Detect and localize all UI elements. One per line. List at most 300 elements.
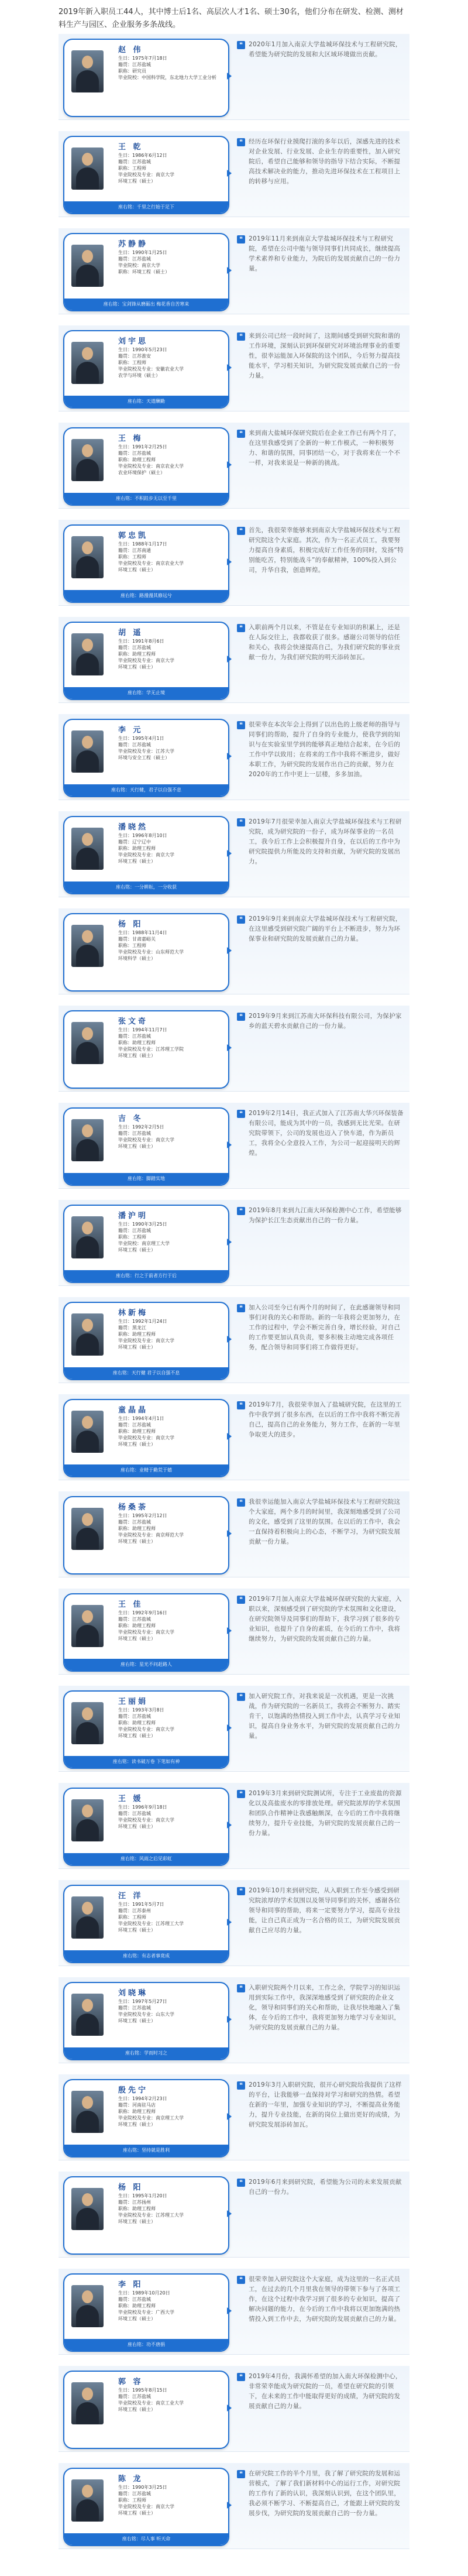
profile-info-line: 环境工程（硕士） xyxy=(118,1247,156,1253)
profile-info-line: 环境工程（硕士） xyxy=(118,2407,156,2412)
employee-name: 李 元 xyxy=(118,726,143,735)
statement-box xyxy=(237,2469,404,2543)
profile-info-line: 毕业院校及专业：广西大学 xyxy=(118,2310,174,2315)
profile-card xyxy=(63,2371,229,2449)
profile-card xyxy=(63,622,229,700)
motto-banner: 座右铭：一分耕耘，一分收获 xyxy=(64,881,228,893)
quote-icon: ❝ xyxy=(237,235,245,243)
profile-info xyxy=(118,1610,223,1642)
photo-head xyxy=(82,930,93,943)
motto-banner: 座右铭：不积跬步无以至千里 xyxy=(64,493,228,505)
profile-info-line: 籍贯：江苏盐城 xyxy=(118,2394,151,2399)
photo-head xyxy=(82,2388,93,2400)
card-pointer xyxy=(227,461,232,468)
profile-info-line: 毕业院校及专业：南京工业大学 xyxy=(118,2400,184,2406)
statement-box xyxy=(237,1983,404,2057)
entry-divider xyxy=(58,2451,410,2452)
profile-info-line: 生日：1975年7月18日 xyxy=(118,56,167,61)
profile-info-line: 农业环境保护（硕士） xyxy=(118,470,165,475)
quote-icon: ❝ xyxy=(237,1401,245,1409)
entry-divider xyxy=(58,605,410,606)
employee-name: 郭 容 xyxy=(118,2378,143,2386)
profile-info-line: 毕业院校及专业：山东大学 xyxy=(118,2012,174,2017)
employee-statement: 2019年9月来到江苏南大环保科技有限公司，为保护家乡的蓝天碧水贡献自己的一份力量。 xyxy=(249,1013,402,1030)
employee-photo xyxy=(71,2285,104,2327)
statement-box xyxy=(237,914,404,988)
profile-info-line: 籍贯：江苏盐城 xyxy=(118,1422,151,1428)
entry-divider xyxy=(58,2354,410,2355)
photo-head xyxy=(82,1707,93,1720)
profile-info-line: 职称：研究员 xyxy=(118,68,146,74)
motto-banner: 座右铭：尽人事 听天命 xyxy=(64,2533,228,2545)
photo-head xyxy=(82,2193,93,2206)
profile-info-line: 毕业院校及专业：南京师范大学 xyxy=(118,1532,184,1538)
profile-info-line: 环境工程（硕士） xyxy=(118,1144,156,1149)
photo-body xyxy=(76,1528,99,1550)
profile-info-line: 籍贯：江苏盐城 xyxy=(118,2297,151,2302)
quote-icon: ❝ xyxy=(237,138,245,146)
profile-info-line: 籍贯：河南驻马店 xyxy=(118,2102,156,2108)
card-pointer xyxy=(227,2405,232,2412)
profile-info-line: 籍贯：江苏盐城 xyxy=(118,1131,151,1136)
card-pointer xyxy=(227,267,232,274)
card-pointer xyxy=(227,170,232,177)
quote-icon: ❝ xyxy=(237,1790,245,1798)
entry-divider xyxy=(58,1868,410,1869)
profile-info xyxy=(118,1027,223,1059)
photo-head xyxy=(82,1027,93,1040)
profile-info-line: 职称：助理工程师 xyxy=(118,846,156,851)
profile-info-line: 职称：工程师 xyxy=(118,943,146,948)
quote-icon: ❝ xyxy=(237,1304,245,1312)
profile-card xyxy=(63,1205,229,1283)
profile-info-line: 环境工程（硕士） xyxy=(118,2510,156,2516)
quote-icon: ❝ xyxy=(237,430,245,438)
profile-info-line: 环境工程（硕士） xyxy=(118,1733,156,1738)
statement-box xyxy=(237,2275,404,2348)
employee-statement: 2019年9月来到南京大学盐城环保技术与工程研究院，在这里感受到研究院广阔的平台上不断进步，努力为环保事业和研究院的发展贡献自己的力量。 xyxy=(249,915,402,942)
motto-banner: 座右铭：脚踏实地 xyxy=(64,1173,228,1185)
profile-card xyxy=(63,2273,229,2352)
profile-info-line: 生日：1990年3月25日 xyxy=(118,1222,167,1227)
profile-info-line: 生日：1992年1月24日 xyxy=(118,1319,167,1324)
photo-body xyxy=(76,2305,99,2327)
motto-banner: 座右铭：坚持就是胜利 xyxy=(64,2145,228,2156)
profile-info-line: 籍贯：江苏盐城 xyxy=(118,62,151,67)
statement-box xyxy=(237,1594,404,1668)
employee-photo xyxy=(71,2479,104,2522)
entry-divider xyxy=(58,2257,410,2258)
employee-statement: 我很幸运能加入南京大学盐城环保技术与工程研究院这个大家庭，两个多月的时间里，我深刻地感受到了公司的文化，感受到了这里的氛围。在以后的工作中，我会一直保持着积极向上的心态，不断学习，为研究院发展贡献一份力量。 xyxy=(249,1498,401,1545)
statement-box xyxy=(237,1692,404,1765)
quote-icon: ❝ xyxy=(237,41,245,49)
photo-head xyxy=(82,1222,93,1234)
photo-head xyxy=(82,639,93,651)
card-pointer xyxy=(227,1044,232,1051)
photo-head xyxy=(82,833,93,846)
employee-name: 林新梅 xyxy=(118,1309,149,1318)
motto-banner: 座右铭：风雨之后见彩虹 xyxy=(64,1853,228,1865)
profile-info-line: 职称：助理工程师 xyxy=(118,1332,156,1337)
profile-info-line: 职称：工程师 xyxy=(118,360,146,365)
profile-info-line: 职称：助理工程师 xyxy=(118,1623,156,1628)
quote-icon: ❝ xyxy=(237,1887,245,1895)
profile-info-line: 生日：1991年5月7日 xyxy=(118,1902,164,1907)
profile-info-line: 环境工程（硕士） xyxy=(118,1344,156,1350)
motto-banner: 座右铭：行之于前者方行于后 xyxy=(64,1270,228,1282)
profile-info-line: 环境工程（硕士） xyxy=(118,567,156,572)
card-pointer xyxy=(227,2113,232,2120)
quote-icon: ❝ xyxy=(237,2276,245,2284)
profile-info-line: 职称：工程师 xyxy=(118,1915,146,1920)
quote-icon: ❝ xyxy=(237,1110,245,1118)
profile-info-line: 环境工程（硕士） xyxy=(118,1053,156,1058)
employee-statement: 很荣幸在本次年会上得到了以出色的上级老师的指导与同事们的帮助，提升了自身的专业能力，使我学到的知识与在实验室里学到的能够真正地结合起来，在今后的工作中学以致用；在将来的工作中我将不断进步，做好本职工作，为研究院的发展作出自己的贡献，努力在2020年的工作中更上一层楼，多多加油。 xyxy=(249,721,401,778)
quote-icon: ❝ xyxy=(237,1596,245,1604)
employee-entry xyxy=(58,1491,410,1577)
profile-info xyxy=(118,1318,223,1350)
profile-info-line: 生日：1993年3月8日 xyxy=(118,1707,164,1713)
profile-info-line: 农学与环境（硕士） xyxy=(118,373,160,378)
profile-card xyxy=(63,330,229,409)
profile-info-line: 职称：助理工程师 xyxy=(118,2303,156,2309)
card-pointer xyxy=(227,2307,232,2314)
profile-info-line: 职称：助理工程师 xyxy=(118,2109,156,2114)
profile-info xyxy=(118,347,223,379)
card-pointer xyxy=(227,2016,232,2023)
profile-card xyxy=(63,1302,229,1380)
profile-info xyxy=(118,2387,223,2413)
employee-photo xyxy=(71,2188,104,2230)
statement-box xyxy=(237,234,404,308)
profile-info-line: 籍贯：江苏盐城 xyxy=(118,1714,151,1719)
card-pointer xyxy=(227,656,232,663)
statement-box xyxy=(237,1109,404,1182)
quote-icon: ❝ xyxy=(237,915,245,924)
profile-info xyxy=(118,1901,223,1933)
employee-entry xyxy=(58,1200,410,1285)
profile-info-line: 籍贯：黑龙江 xyxy=(118,1325,146,1330)
profile-info-line: 生日：1988年11月4日 xyxy=(118,930,167,935)
motto-banner: 座右铭：天道酬勤 xyxy=(64,396,228,407)
entry-divider xyxy=(58,119,410,120)
photo-head xyxy=(82,1124,93,1137)
employee-name: 王 媛 xyxy=(118,1795,143,1803)
employee-entry xyxy=(58,908,410,994)
profile-card xyxy=(63,1690,229,1769)
employee-name: 吉 冬 xyxy=(118,1114,143,1123)
statement-box xyxy=(237,526,404,599)
employee-entry xyxy=(58,1880,410,1966)
profile-card xyxy=(63,2079,229,2157)
profile-info-line: 环境科学（硕士） xyxy=(118,956,156,961)
profile-info-line: 生日：1990年3月25日 xyxy=(118,2485,167,2490)
card-pointer xyxy=(227,73,232,80)
statement-box xyxy=(237,137,404,211)
quote-icon: ❝ xyxy=(237,1693,245,1701)
quote-icon: ❝ xyxy=(237,2179,245,2187)
profile-info-line: 职称：环境工程（硕士） xyxy=(118,269,170,275)
profile-card xyxy=(63,233,229,311)
statement-box xyxy=(237,1497,404,1571)
profile-info-line: 生日：1990年1月25日 xyxy=(118,250,167,255)
card-pointer xyxy=(227,1627,232,1634)
employee-name: 刘晓琳 xyxy=(118,1989,149,1998)
employee-photo xyxy=(71,50,104,92)
profile-info-line: 毕业院校：南京理工大学 xyxy=(118,1241,170,1246)
profile-info-line: 籍贯：江苏盐城 xyxy=(118,2491,151,2496)
profile-info-line: 职称：工程师 xyxy=(118,554,146,560)
profile-info-line: 生日：1992年2月5日 xyxy=(118,1124,164,1130)
employee-statement: 经历在环保行业摸爬打滚的多年以后，深感先进的技术对企业发展、行业发展、企业生存的重要性，加入研究院后，希望自己能够和领导的指导下结合实际，不断提高技术解决业的能力，推动先进环保技术在工程项目上的转移与应用。 xyxy=(249,138,401,185)
profile-card xyxy=(63,2176,229,2255)
profile-info-line: 毕业院校及专业：江苏理工学院 xyxy=(118,1047,184,1052)
profile-info-line: 职称：助理工程师 xyxy=(118,651,156,657)
photo-head xyxy=(82,56,93,68)
motto-banner: 座右铭：学无止境 xyxy=(64,687,228,699)
photo-body xyxy=(76,1625,99,1647)
profile-info-line: 毕业院校：南京大学 xyxy=(118,263,160,268)
employee-entry xyxy=(58,2074,410,2160)
profile-info-line: 籍贯：江苏盐城 xyxy=(118,645,151,650)
profile-info-line: 毕业院校及专业：南京大学 xyxy=(118,658,174,663)
photo-head xyxy=(82,1610,93,1623)
employee-name: 王 乾 xyxy=(118,143,143,152)
profile-info-line: 生日：1995年8月15日 xyxy=(118,2388,167,2393)
profile-info-line: 毕业院校及专业：山东师范大学 xyxy=(118,949,184,955)
employee-photo xyxy=(71,1119,104,1161)
photo-body xyxy=(76,70,99,92)
photo-head xyxy=(82,153,93,166)
employee-name: 张文奇 xyxy=(118,1017,149,1026)
quote-icon: ❝ xyxy=(237,1207,245,1215)
profile-info-line: 生日：1994年2月23日 xyxy=(118,2096,167,2101)
profile-card xyxy=(63,1399,229,1477)
employee-photo xyxy=(71,342,104,384)
motto-banner: 座右铭：天行健，君子以自强不息 xyxy=(64,784,228,796)
profile-info-line: 籍贯：江苏盐城 xyxy=(118,2005,151,2011)
profile-info-line: 籍贯：江苏盐城 xyxy=(118,1228,151,1233)
employee-statement: 2020年1月加入南京大学盐城环保技术与工程研究院，希望能为研究院的发展和大区域环境做出贡献。 xyxy=(249,41,402,58)
quote-icon: ❝ xyxy=(237,818,245,826)
photo-head xyxy=(82,2096,93,2109)
employee-photo xyxy=(71,1411,104,1453)
profile-info-line: 生日：1996年9月18日 xyxy=(118,1805,167,1810)
employee-name: 苏静静 xyxy=(118,240,149,249)
profile-info-line: 毕业院校及专业：南京大学 xyxy=(118,1727,174,1732)
profile-info-line: 籍贯：江苏盐城 xyxy=(118,1617,151,1622)
employee-photo xyxy=(71,828,104,870)
profile-info-line: 职称：助理工程师 xyxy=(118,1526,156,1531)
quote-icon: ❝ xyxy=(237,624,245,632)
employee-entry xyxy=(58,1103,410,1188)
card-pointer xyxy=(227,1919,232,1926)
profile-info-line: 籍贯：江苏盐城 xyxy=(118,1034,151,1039)
profile-info-line: 职称：助理工程师 xyxy=(118,457,156,462)
employee-statement: 在研究院工作的半个月里，我了解了研究院的发展和运营模式，了解了我们新材料中心的运行工作，对研究院的工作有了新的认识，我深刻认识到，在这个团队里，我必须不断学习、不断提高自己，才能跟上研究院的发展步伐，为研究院的发展贡献自己的一份力量。 xyxy=(249,2470,401,2517)
photo-head xyxy=(82,1902,93,1915)
profile-info-line: 职称：助理工程师 xyxy=(118,2206,156,2211)
photo-body xyxy=(76,2402,99,2424)
employee-name: 刘宇思 xyxy=(118,337,149,346)
card-pointer xyxy=(227,364,232,371)
profile-card xyxy=(63,136,229,214)
profile-info-line: 籍贯：江苏泰州 xyxy=(118,1908,151,1913)
profile-info-line: 环境工程（硕士） xyxy=(118,2018,156,2023)
quote-icon: ❝ xyxy=(237,1013,245,1021)
photo-head xyxy=(82,1513,93,1526)
profile-card xyxy=(63,816,229,894)
profile-info xyxy=(118,444,223,476)
statement-box xyxy=(237,720,404,794)
photo-head xyxy=(82,1999,93,2012)
profile-info-line: 籍贯：甘肃嘉峪关 xyxy=(118,937,156,942)
profile-info-line: 毕业院校及专业：江苏理工大学 xyxy=(118,2213,184,2218)
photo-body xyxy=(76,653,99,675)
profile-info-line: 毕业院校及专业：南京大学 xyxy=(118,1137,174,1143)
employee-statement: 2019年3月来到研究院测试所，专注于工业废盐的资源化以及高盐废水的零排放处理。研究院浓厚的学术氛围和团队合作精神让我感触颇深，在今后的工作中我将继续努力，提升专业技能，为研究院的发展贡献自己的一份力量。 xyxy=(249,1790,402,1837)
profile-info-line: 环境工程（硕士） xyxy=(118,1824,156,1829)
employee-entry xyxy=(58,2269,410,2354)
employee-name: 殷先宁 xyxy=(118,2086,149,2095)
profile-info xyxy=(118,55,223,81)
photo-body xyxy=(76,848,99,870)
photo-head xyxy=(82,347,93,360)
employee-photo xyxy=(71,1313,104,1356)
motto-banner: 座右铭：功不唐捐 xyxy=(64,2339,228,2351)
profile-info xyxy=(118,1804,223,1830)
employee-statement: 2019年10月来到研究院，从入职到工作至今感受到研究院浓厚的学术氛围以及领导同事们的关怀，感谢各位领导和同事的帮助，将来一定要努力学习，提高专业技能，让自己真正成为一名合格的员工，为研究院发展贡献自己应尽的力量。 xyxy=(249,1887,401,1934)
photo-body xyxy=(76,556,99,578)
employee-entry xyxy=(58,423,410,508)
motto-banner: 座右铭：路漫漫其修远兮 xyxy=(64,590,228,602)
employee-statement: 来到公司已经一段时间了，这期间感受到研究院和谐的工作环境，深刻认识到环保研究对环境治理事业的重要性，很幸运能加入环保院的这个团队，今后努力提高技能水平，学习相关知识，为研究院发展贡献自己的一份力量。 xyxy=(249,332,401,379)
photo-body xyxy=(76,362,99,384)
profile-info xyxy=(118,1512,223,1545)
employee-photo xyxy=(71,1508,104,1550)
profile-info-line: 职称：助理工程师 xyxy=(118,1720,156,1726)
employee-name: 王丽娟 xyxy=(118,1697,149,1706)
employee-statement: 2019年7月，我很荣幸加入了盐城研究院，在这里的工作中我学到了很多东西，在以后的工作中我将不断完善自己，提高自己的业务能力，努力工作，在新的一年里争取更大的进步。 xyxy=(249,1401,402,1438)
card-pointer xyxy=(227,1433,232,1440)
entry-divider xyxy=(58,2548,410,2549)
profile-info xyxy=(118,2290,223,2322)
photo-body xyxy=(76,1042,99,1064)
profile-info-line: 生日：1995年1月20日 xyxy=(118,2193,167,2198)
employee-statement: 来到南大盐城环保研究院后在企业工作已有两个月了，在这里我感受到了全新的一种工作模式，一种积极努力、和谐的氛围，同事团结一心，对于我将来在一个不一样，对我来说是一种新的挑战。 xyxy=(249,430,401,467)
photo-body xyxy=(76,1431,99,1453)
employee-entry xyxy=(58,1589,410,1674)
statement-box xyxy=(237,1789,404,1862)
statement-box xyxy=(237,1303,404,1377)
profile-info-line: 环境工程（硕士） xyxy=(118,2219,156,2224)
employee-entry xyxy=(58,131,410,217)
profile-info-line: 环境工程（硕士） xyxy=(118,1927,156,1933)
employee-entry xyxy=(58,1394,410,1480)
statement-box xyxy=(237,2080,404,2154)
quote-icon: ❝ xyxy=(237,2470,245,2478)
photo-body xyxy=(76,1333,99,1356)
employee-entry xyxy=(58,1977,410,2063)
employee-entry xyxy=(58,714,410,800)
profile-card xyxy=(63,719,229,797)
profile-info-line: 职称：工程师 xyxy=(118,2498,146,2503)
quote-icon: ❝ xyxy=(237,721,245,729)
photo-head xyxy=(82,1805,93,1817)
profile-info-line: 环境工程（硕士） xyxy=(118,1636,156,1641)
motto-banner: 座右铭：天行健 君子以自强不息 xyxy=(64,1367,228,1379)
employee-name: 陈 龙 xyxy=(118,2475,143,2484)
employee-name: 杨桑荼 xyxy=(118,1503,149,1512)
profile-card xyxy=(63,1496,229,1575)
employee-photo xyxy=(71,1896,104,1939)
motto-banner: 座右铭：千里之行始于足下 xyxy=(64,201,228,213)
profile-info-line: 生日：1995年2月12日 xyxy=(118,1513,167,1518)
employee-name: 郭忠凯 xyxy=(118,531,149,540)
profile-info-line: 籍贯：江苏盐城 xyxy=(118,256,151,262)
entry-divider xyxy=(58,1188,410,1189)
photo-body xyxy=(76,265,99,287)
motto-banner: 座右铭：有志者事竟成 xyxy=(64,1950,228,1962)
employee-statement: 2019年4月份，我满怀希望的加入南大环保检测中心，非常荣幸能成为研究院的一员，希望在研究院的引领下，在未来的工作中能取得更好的成绩，为研究院的发展贡献自己的力量。 xyxy=(249,2373,402,2410)
statement-box xyxy=(237,2177,404,2251)
card-pointer xyxy=(227,1141,232,1148)
photo-body xyxy=(76,1722,99,1744)
profile-info-line: 籍贯：江苏盐城 xyxy=(118,1811,151,1816)
profile-info-line: 籍贯：辽宁辽中 xyxy=(118,839,151,845)
employee-photo xyxy=(71,148,104,190)
profile-info xyxy=(118,2095,223,2128)
profile-info-line: 毕业院校及专业：南京大学 xyxy=(118,172,174,177)
motto-banner: 座右铭：学而时习之 xyxy=(64,2047,228,2059)
statement-box xyxy=(237,623,404,697)
profile-info-line: 生日：1986年6月12日 xyxy=(118,153,167,158)
card-pointer xyxy=(227,1822,232,1829)
profile-info xyxy=(118,249,223,275)
profile-info-line: 毕业院校及专业：南京大学 xyxy=(118,1338,174,1343)
employee-photo xyxy=(71,439,104,481)
statement-box xyxy=(237,1886,404,1960)
profile-info-line: 毕业院校及专业：南京理工大学 xyxy=(118,2115,184,2121)
profile-info xyxy=(118,1124,223,1150)
profile-info-line: 生日：1991年8月6日 xyxy=(118,639,164,644)
employee-entry xyxy=(58,1006,410,1091)
card-pointer xyxy=(227,2210,232,2217)
statement-box xyxy=(237,428,404,502)
motto-banner: 座右铭：业精于勤荒于嬉 xyxy=(64,1464,228,1476)
profile-info-line: 环境工程（硕士） xyxy=(118,179,156,184)
employee-entry xyxy=(58,2172,410,2257)
profile-card xyxy=(63,913,229,992)
photo-body xyxy=(76,1916,99,1939)
profile-info xyxy=(118,1998,223,2024)
profile-card xyxy=(63,39,229,117)
photo-head xyxy=(82,2290,93,2303)
employee-photo xyxy=(71,1022,104,1064)
employee-statement: 2019年7月加入南京大学盐城环保研究院的大家庭，入职以来，深刻感受到了研究院的学术氛围和文化建设，在研究院领导及同事们的帮助下，我学习到了很多的专业知识，也提升了自身的素质，在今后的工作中，我将继续努力，为研究院的发展贡献自己的力量。 xyxy=(249,1596,402,1642)
quote-icon: ❝ xyxy=(237,2081,245,2090)
profile-info xyxy=(118,832,223,865)
employee-statement: 2019年8月来到九江南大环保检测中心工作，希望能够为保护长江生态贡献出自己的一份力量。 xyxy=(249,1207,402,1224)
employee-entry xyxy=(58,34,410,119)
profile-info-line: 生日：1994年4月1日 xyxy=(118,1416,164,1421)
employee-name: 王 佳 xyxy=(118,1600,143,1609)
profile-card xyxy=(63,1885,229,1963)
statement-box xyxy=(237,331,404,405)
photo-head xyxy=(82,444,93,457)
profile-info xyxy=(118,1707,223,1739)
profile-info-line: 毕业院校及专业：安徽农业大学 xyxy=(118,366,184,372)
